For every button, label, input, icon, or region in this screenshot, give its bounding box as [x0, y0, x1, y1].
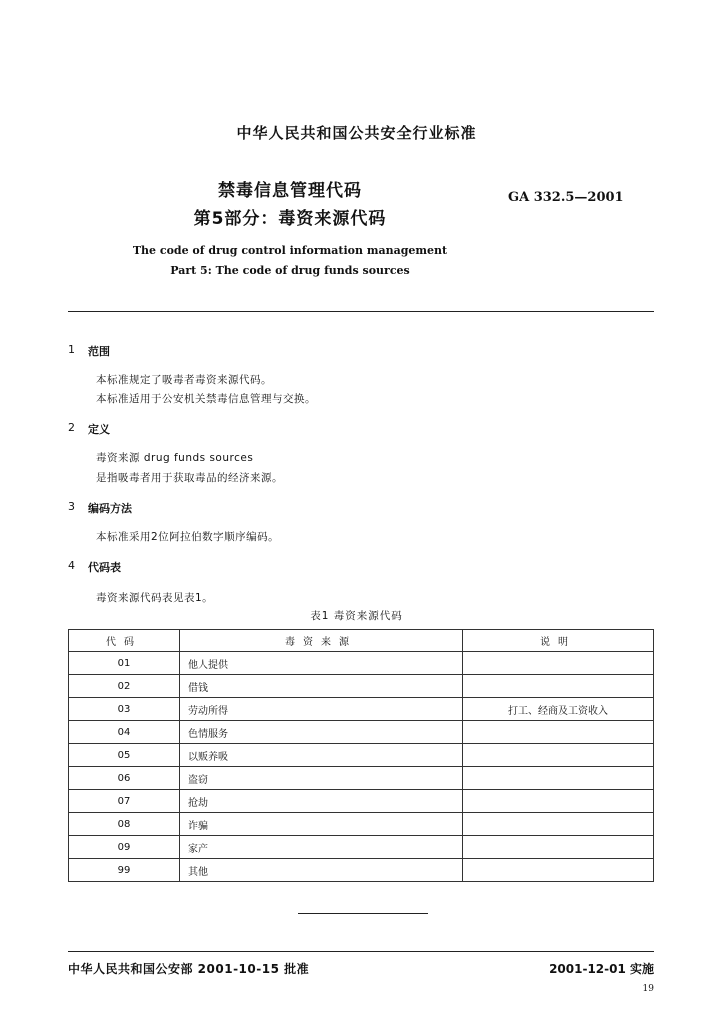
note-cell [463, 744, 654, 767]
note-cell [463, 790, 654, 813]
end-rule [298, 913, 428, 914]
source-cell: 他人提供 [180, 652, 463, 675]
header-source: 毒资来源 [180, 630, 463, 652]
code-cell: 02 [69, 675, 180, 698]
document-subtitle: 第5部分：毒资来源代码 [193, 209, 387, 229]
source-cell: 诈骗 [180, 813, 463, 836]
section-number: 2 [68, 421, 75, 434]
code-cell: 03 [69, 698, 180, 721]
section-2-para-2: 是指吸毒者用于获取毒品的经济来源。 [96, 472, 283, 484]
header-divider [68, 311, 654, 312]
section-1-para-1: 本标准规定了吸毒者毒资来源代码。 [96, 374, 272, 386]
source-cell: 抢劫 [180, 790, 463, 813]
note-cell [463, 652, 654, 675]
table-row [69, 767, 654, 790]
table-row [69, 675, 654, 698]
note-cell [463, 767, 654, 790]
table-row [69, 859, 654, 882]
note-cell [463, 721, 654, 744]
table-caption: 表1 毒资来源代码 [310, 610, 403, 622]
section-title: 代码表 [88, 561, 121, 574]
source-cell: 劳动所得 [180, 698, 463, 721]
code-cell: 01 [69, 652, 180, 675]
table-row [69, 721, 654, 744]
table-row [69, 698, 654, 721]
code-cell: 08 [69, 813, 180, 836]
section-number: 3 [68, 500, 75, 513]
english-subtitle: Part 5: The code of drug funds sources [170, 264, 410, 277]
source-cell: 色情服务 [180, 721, 463, 744]
footer-divider [68, 951, 654, 952]
note-cell [463, 859, 654, 882]
section-1-para-2: 本标准适用于公安机关禁毒信息管理与交换。 [96, 393, 316, 405]
note-cell [463, 836, 654, 859]
table-row [69, 836, 654, 859]
header-note: 说明 [463, 630, 654, 652]
approval-line: 中华人民共和国公安部 2001-10-15 批准 [68, 962, 310, 976]
source-cell: 以贩养吸 [180, 744, 463, 767]
section-title: 编码方法 [88, 502, 132, 515]
section-4-para-1: 毒资来源代码表见表1。 [96, 592, 214, 604]
standard-category: 中华人民共和国公共安全行业标准 [236, 124, 477, 142]
section-2-para-1: 毒资来源 drug funds sources [96, 452, 254, 464]
source-cell: 其他 [180, 859, 463, 882]
header-code: 代码 [69, 630, 180, 652]
code-cell: 05 [69, 744, 180, 767]
code-cell: 09 [69, 836, 180, 859]
section-3-para-1: 本标准采用2位阿拉伯数字顺序编码。 [96, 531, 280, 543]
section-title: 范围 [88, 345, 110, 358]
code-cell: 99 [69, 859, 180, 882]
table-header-row [69, 630, 654, 652]
note-cell [463, 813, 654, 836]
table-row [69, 813, 654, 836]
section-number: 4 [68, 559, 75, 572]
english-title: The code of drug control information management [132, 244, 448, 257]
source-cell: 借钱 [180, 675, 463, 698]
document-title: 禁毒信息管理代码 [218, 181, 362, 201]
source-cell: 盗窃 [180, 767, 463, 790]
section-number: 1 [68, 343, 75, 356]
note-cell [463, 675, 654, 698]
table-row [69, 790, 654, 813]
code-table [68, 629, 654, 882]
code-cell: 04 [69, 721, 180, 744]
section-title: 定义 [88, 423, 110, 436]
page-number: 19 [642, 984, 654, 994]
code-cell: 06 [69, 767, 180, 790]
note-cell: 打工、经商及工资收入 [463, 698, 654, 721]
code-cell: 07 [69, 790, 180, 813]
standard-number: GA 332.5—2001 [508, 190, 624, 205]
implementation-date: 2001-12-01 实施 [549, 962, 654, 976]
table-row [69, 652, 654, 675]
table-row [69, 744, 654, 767]
source-cell: 家产 [180, 836, 463, 859]
